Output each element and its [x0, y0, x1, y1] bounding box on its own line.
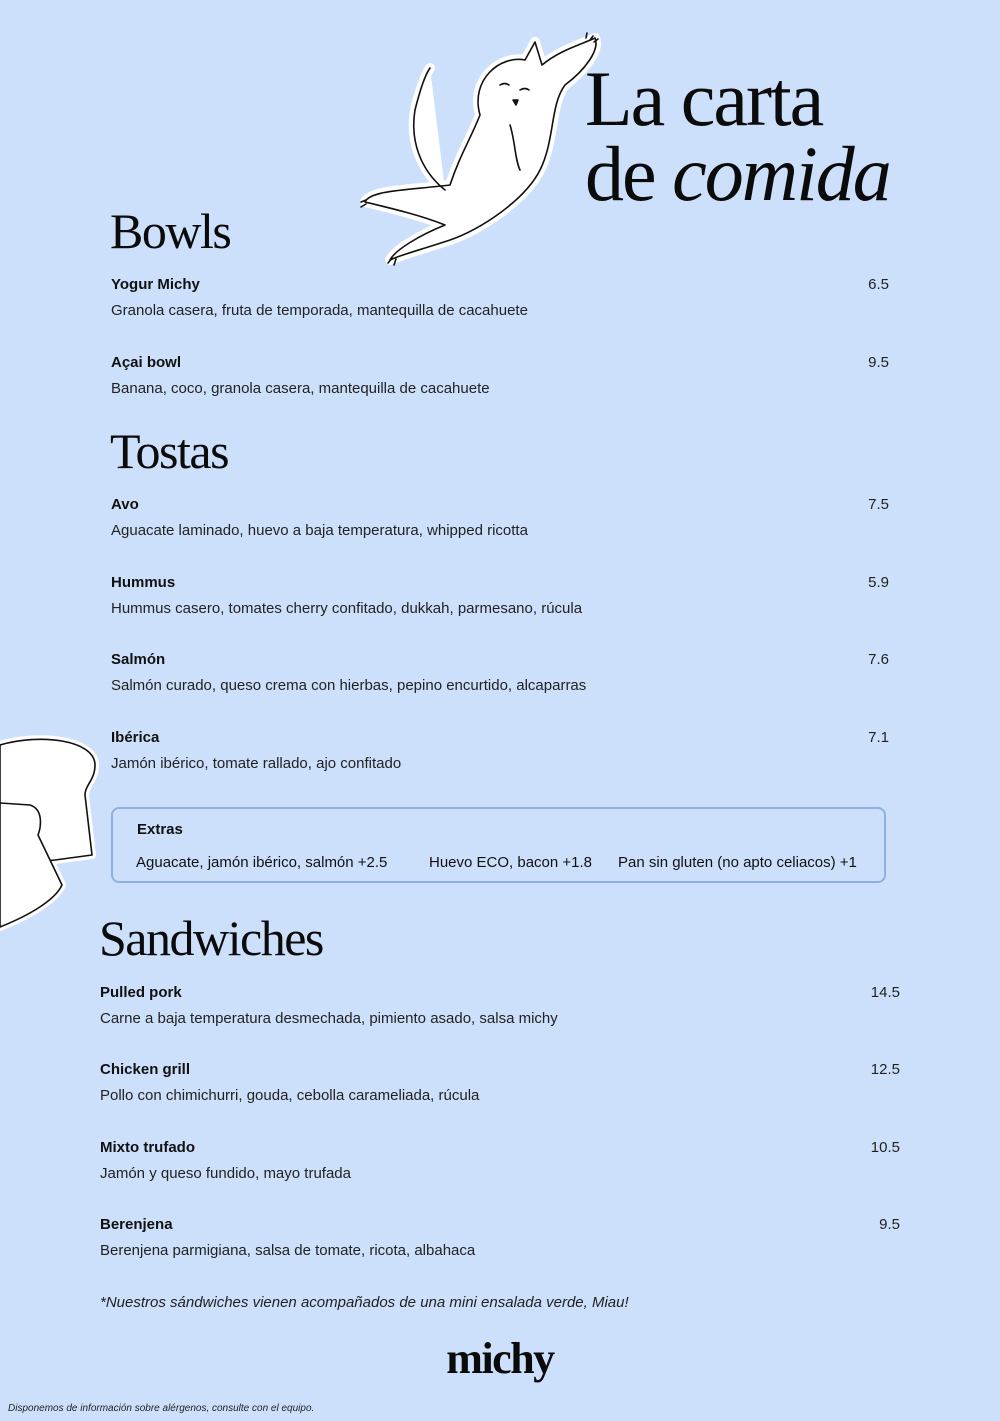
item-desc: Jamón ibérico, tomate rallado, ajo confitado: [111, 755, 402, 772]
bread-slices-icon: [0, 735, 105, 935]
allergen-notice: Disponemos de información sobre alérgenos, consulte con el equipo.: [8, 1403, 315, 1414]
item-desc: Berenjena parmigiana, salsa de tomate, ricota, albahaca: [100, 1242, 476, 1259]
item-name: Avo: [111, 496, 139, 513]
item-desc: Jamón y queso fundido, mayo trufada: [100, 1165, 351, 1182]
extras-item: Aguacate, jamón ibérico, salmón +2.5: [136, 854, 388, 871]
item-desc: Banana, coco, granola casera, mantequilla de cacahuete: [111, 380, 490, 397]
item-name: Pulled pork: [100, 984, 182, 1001]
page-title-de: de: [585, 130, 655, 217]
section-title-bowls: Bowls: [110, 203, 231, 259]
brand-logo: michy: [446, 1334, 554, 1383]
cat-illustration-icon: [350, 30, 620, 275]
item-desc: Granola casera, fruta de temporada, mantequilla de cacahuete: [111, 302, 528, 319]
item-price: 5.9: [868, 574, 889, 591]
item-desc: Aguacate laminado, huevo a baja temperatura, whipped ricotta: [111, 522, 528, 539]
item-price: 12.5: [870, 1061, 900, 1078]
item-price: 9.5: [868, 354, 889, 371]
page-title-comida: comida: [672, 130, 890, 217]
extras-title: Extras: [137, 821, 183, 838]
item-name: Chicken grill: [100, 1061, 191, 1078]
item-price: 7.6: [868, 651, 889, 668]
item-price: 14.5: [870, 984, 900, 1001]
item-price: 9.5: [879, 1216, 900, 1233]
item-desc: Salmón curado, queso crema con hierbas, pepino encurtido, alcaparras: [111, 677, 587, 694]
page-title-line2: [585, 130, 890, 217]
item-name: Salmón: [111, 651, 166, 668]
item-name: Hummus: [111, 574, 176, 591]
item-price: 7.1: [868, 729, 889, 746]
item-desc: Carne a baja temperatura desmechada, pimiento asado, salsa michy: [100, 1010, 558, 1027]
extras-item: Huevo ECO, bacon +1.8: [429, 854, 593, 871]
item-desc: Hummus casero, tomates cherry confitado, dukkah, parmesano, rúcula: [111, 600, 583, 617]
page-title-line1: La carta: [585, 55, 823, 142]
item-name: Mixto trufado: [100, 1139, 195, 1156]
extras-box: [111, 807, 886, 883]
item-name: Yogur Michy: [111, 276, 200, 293]
item-price: 6.5: [868, 276, 889, 293]
item-name: Ibérica: [111, 729, 160, 746]
section-title-sandwiches: Sandwiches: [99, 910, 323, 966]
item-name: Açai bowl: [111, 354, 182, 371]
item-name: Berenjena: [100, 1216, 173, 1233]
section-title-tostas: Tostas: [110, 423, 229, 479]
item-price: 7.5: [868, 496, 889, 513]
sandwiches-note: *Nuestros sándwiches vienen acompañados de una mini ensalada verde, Miau!: [100, 1294, 629, 1311]
extras-item: Pan sin gluten (no apto celiacos) +1: [618, 854, 857, 871]
item-price: 10.5: [870, 1139, 900, 1156]
item-desc: Pollo con chimichurri, gouda, cebolla carameliada, rúcula: [100, 1087, 480, 1104]
